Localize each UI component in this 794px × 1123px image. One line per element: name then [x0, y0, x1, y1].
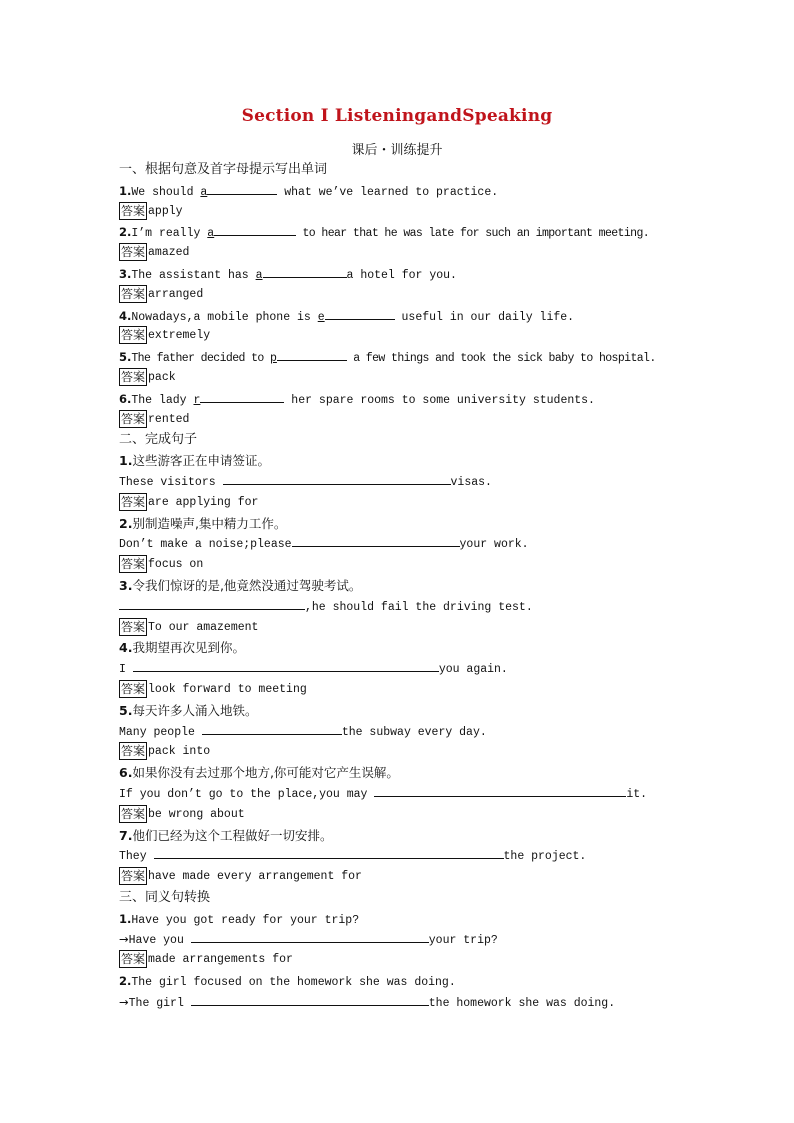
s1-question-5: 5.The father decided to p a few things and took the sick baby to hospital. — [119, 350, 656, 366]
s2-question-1: These visitors visas. — [119, 472, 679, 493]
answer-badge: 答案 — [121, 245, 146, 260]
s1-answer-4: 答案 extremely — [121, 328, 211, 343]
s1-answer-5: 答案 pack — [121, 369, 176, 384]
answer-blank[interactable] — [133, 659, 439, 672]
s2-question-6: If you don’t go to the place,you may it. — [119, 784, 679, 805]
s1-question-2: 2.I’m really a to hear that he was late for such an important meeting. — [119, 225, 650, 241]
section1-heading: 一、根据句意及首字母提示写出单词 — [119, 162, 328, 177]
s2-answer-5: 答案 pack into — [121, 744, 211, 759]
s2-question-2: Don’t make a noise;please your work. — [119, 534, 679, 555]
s2-answer-6: 答案 be wrong about — [121, 806, 245, 821]
s2-answer-1: 答案 are applying for — [121, 494, 259, 509]
answer-blank[interactable] — [207, 182, 277, 195]
s2-answer-3: 答案 To our amazement — [121, 619, 259, 634]
answer-blank[interactable] — [223, 472, 451, 485]
answer-badge: 答案 — [121, 952, 146, 967]
s1-answer-2: 答案 amazed — [121, 245, 190, 260]
answer-badge: 答案 — [121, 494, 146, 509]
section3-heading: 三、同义句转换 — [119, 889, 211, 905]
answer-badge: 答案 — [121, 203, 146, 218]
answer-badge: 答案 — [121, 744, 146, 759]
answer-blank[interactable] — [154, 846, 504, 859]
s1-question-6: 6.The lady r her spare rooms to some university students. — [119, 391, 595, 407]
s1-answer-3: 答案 arranged — [121, 286, 204, 301]
answer-badge: 答案 — [121, 619, 146, 634]
answer-blank[interactable] — [277, 348, 347, 361]
answer-badge: 答案 — [121, 369, 146, 384]
page-subtitle: 课后・训练提升 — [351, 143, 443, 158]
s1-question-4: 4.Nowadays,a mobile phone is e useful in our daily life. — [119, 308, 575, 324]
answer-blank[interactable] — [191, 930, 429, 943]
answer-badge: 答案 — [121, 286, 146, 301]
s3-answer-1: 答案 made arrangements for — [121, 952, 293, 967]
s2-question-5: Many people the subway every day. — [119, 722, 679, 743]
answer-blank[interactable] — [325, 307, 395, 320]
worksheet-content — [119, 160, 679, 1013]
s1-question-3: 3.The assistant has a a hotel for you. — [119, 266, 457, 282]
answer-badge: 答案 — [121, 328, 146, 343]
arrow-icon: → — [119, 994, 129, 1009]
answer-badge: 答案 — [121, 806, 146, 821]
answer-blank[interactable] — [191, 993, 429, 1006]
s3-question-2: →The girl the homework she was doing. — [119, 994, 616, 1010]
s2-cn-3: 3.令我们惊讶的是,他竟然没通过驾驶考试。 — [119, 577, 362, 593]
s3-question-1: →Have you your trip? — [119, 932, 498, 948]
s3-original-1: 1.Have you got ready for your trip? — [119, 911, 360, 927]
s2-answer-7: 答案 have made every arrangement for — [121, 869, 362, 884]
s2-cn-6: 6.如果你没有去过那个地方,你可能对它产生误解。 — [119, 765, 399, 781]
arrow-icon: → — [119, 932, 129, 947]
section2-heading: 二、完成句子 — [119, 432, 198, 448]
s2-question-4: I you again. — [119, 659, 679, 680]
s2-question-3: ,he should fail the driving test. — [119, 597, 679, 618]
answer-blank[interactable] — [263, 265, 347, 278]
s1-question-1: 1.We should a what we’ve learned to practice. — [119, 183, 499, 199]
s2-question-7: They the project. — [119, 846, 679, 867]
answer-blank[interactable] — [200, 390, 284, 403]
s1-answer-6: 答案 rented — [121, 411, 190, 426]
answer-badge: 答案 — [121, 869, 146, 884]
answer-blank[interactable] — [292, 534, 460, 547]
s2-cn-7: 7.他们已经为这个工程做好一切安排。 — [119, 827, 333, 843]
answer-blank[interactable] — [214, 223, 296, 236]
s1-answer-1: 答案 apply — [121, 203, 183, 218]
s3-original-2: 2.The girl focused on the homework she was doing. — [119, 974, 456, 990]
s2-answer-2: 答案 focus on — [121, 557, 204, 572]
answer-badge: 答案 — [121, 681, 146, 696]
s2-cn-2: 2.别制造噪声,集中精力工作。 — [119, 515, 287, 531]
answer-blank[interactable] — [119, 597, 305, 610]
answer-badge: 答案 — [121, 411, 146, 426]
answer-badge: 答案 — [121, 557, 146, 572]
page-title: Section Ⅰ ListeningandSpeaking — [241, 106, 553, 126]
answer-blank[interactable] — [202, 722, 342, 735]
s2-cn-4: 4.我期望再次见到你。 — [119, 640, 245, 656]
answer-blank[interactable] — [374, 784, 626, 797]
s2-cn-1: 1.这些游客正在申请签证。 — [119, 453, 270, 469]
s2-answer-4: 答案 look forward to meeting — [121, 681, 307, 696]
s2-cn-5: 5.每天许多人涌入地铁。 — [119, 702, 258, 718]
